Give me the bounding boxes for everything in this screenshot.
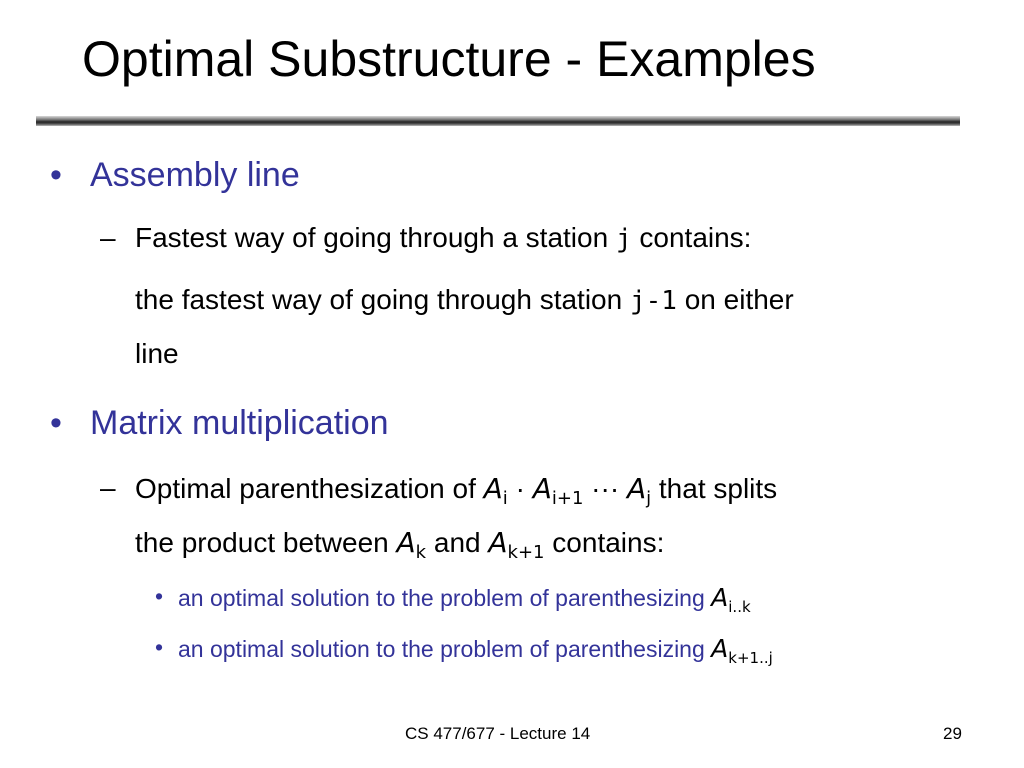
text-run: Fastest way of going through a station xyxy=(135,222,616,253)
subscript: k+1..j xyxy=(728,649,773,667)
continuation-line xyxy=(135,526,664,563)
matrix-a: A xyxy=(488,526,508,559)
bullet-text: Assembly line xyxy=(90,156,300,194)
text-run: contains: xyxy=(631,222,752,253)
sub-bullet-text xyxy=(135,222,751,254)
dash-marker: – xyxy=(100,222,116,253)
bullet-text: Matrix multiplication xyxy=(90,404,389,442)
sub-bullet-text xyxy=(135,472,777,509)
subscript: i xyxy=(502,488,508,509)
matrix-a: A xyxy=(532,472,552,505)
text-run: an optimal solution to the problem of parenthesizing xyxy=(178,585,712,611)
text-run: on either xyxy=(676,284,794,315)
subscript: i+1 xyxy=(551,488,584,509)
continuation-line: line xyxy=(135,338,179,369)
continuation-line xyxy=(135,284,794,316)
bullet-marker: • xyxy=(155,634,164,660)
title-divider xyxy=(36,116,960,126)
bullet-marker: • xyxy=(50,404,62,442)
text-run: contains: xyxy=(544,527,665,558)
text-run: the product between xyxy=(135,527,397,558)
subscript: i..k xyxy=(728,598,751,616)
subscript: j xyxy=(646,488,652,509)
text-run: Optimal parenthesization of xyxy=(135,473,484,504)
matrix-a: A xyxy=(711,634,729,663)
matrix-a: A xyxy=(711,583,729,612)
code-j-1: j-1 xyxy=(629,286,677,316)
text-run: and xyxy=(426,527,489,558)
matrix-a: A xyxy=(483,472,503,505)
bullet-marker: • xyxy=(50,156,62,194)
text-run: ··· xyxy=(583,473,627,504)
text-run: · xyxy=(507,473,533,504)
page-number: 29 xyxy=(943,724,962,743)
matrix-a: A xyxy=(626,472,647,505)
code-j: j xyxy=(615,224,632,254)
text-run: that splits xyxy=(651,473,778,504)
text-run: an optimal solution to the problem of parenthesizing xyxy=(178,636,712,662)
item-text xyxy=(178,583,751,616)
item-text xyxy=(178,634,773,667)
subscript: k xyxy=(415,542,427,563)
bullet-marker: • xyxy=(155,583,164,609)
slide-title: Optimal Substructure - Examples xyxy=(82,31,816,87)
matrix-a: A xyxy=(396,526,416,559)
text-run: the fastest way of going through station xyxy=(135,284,630,315)
dash-marker: – xyxy=(100,472,116,503)
subscript: k+1 xyxy=(507,542,545,563)
footer-course: CS 477/677 - Lecture 14 xyxy=(405,724,591,743)
